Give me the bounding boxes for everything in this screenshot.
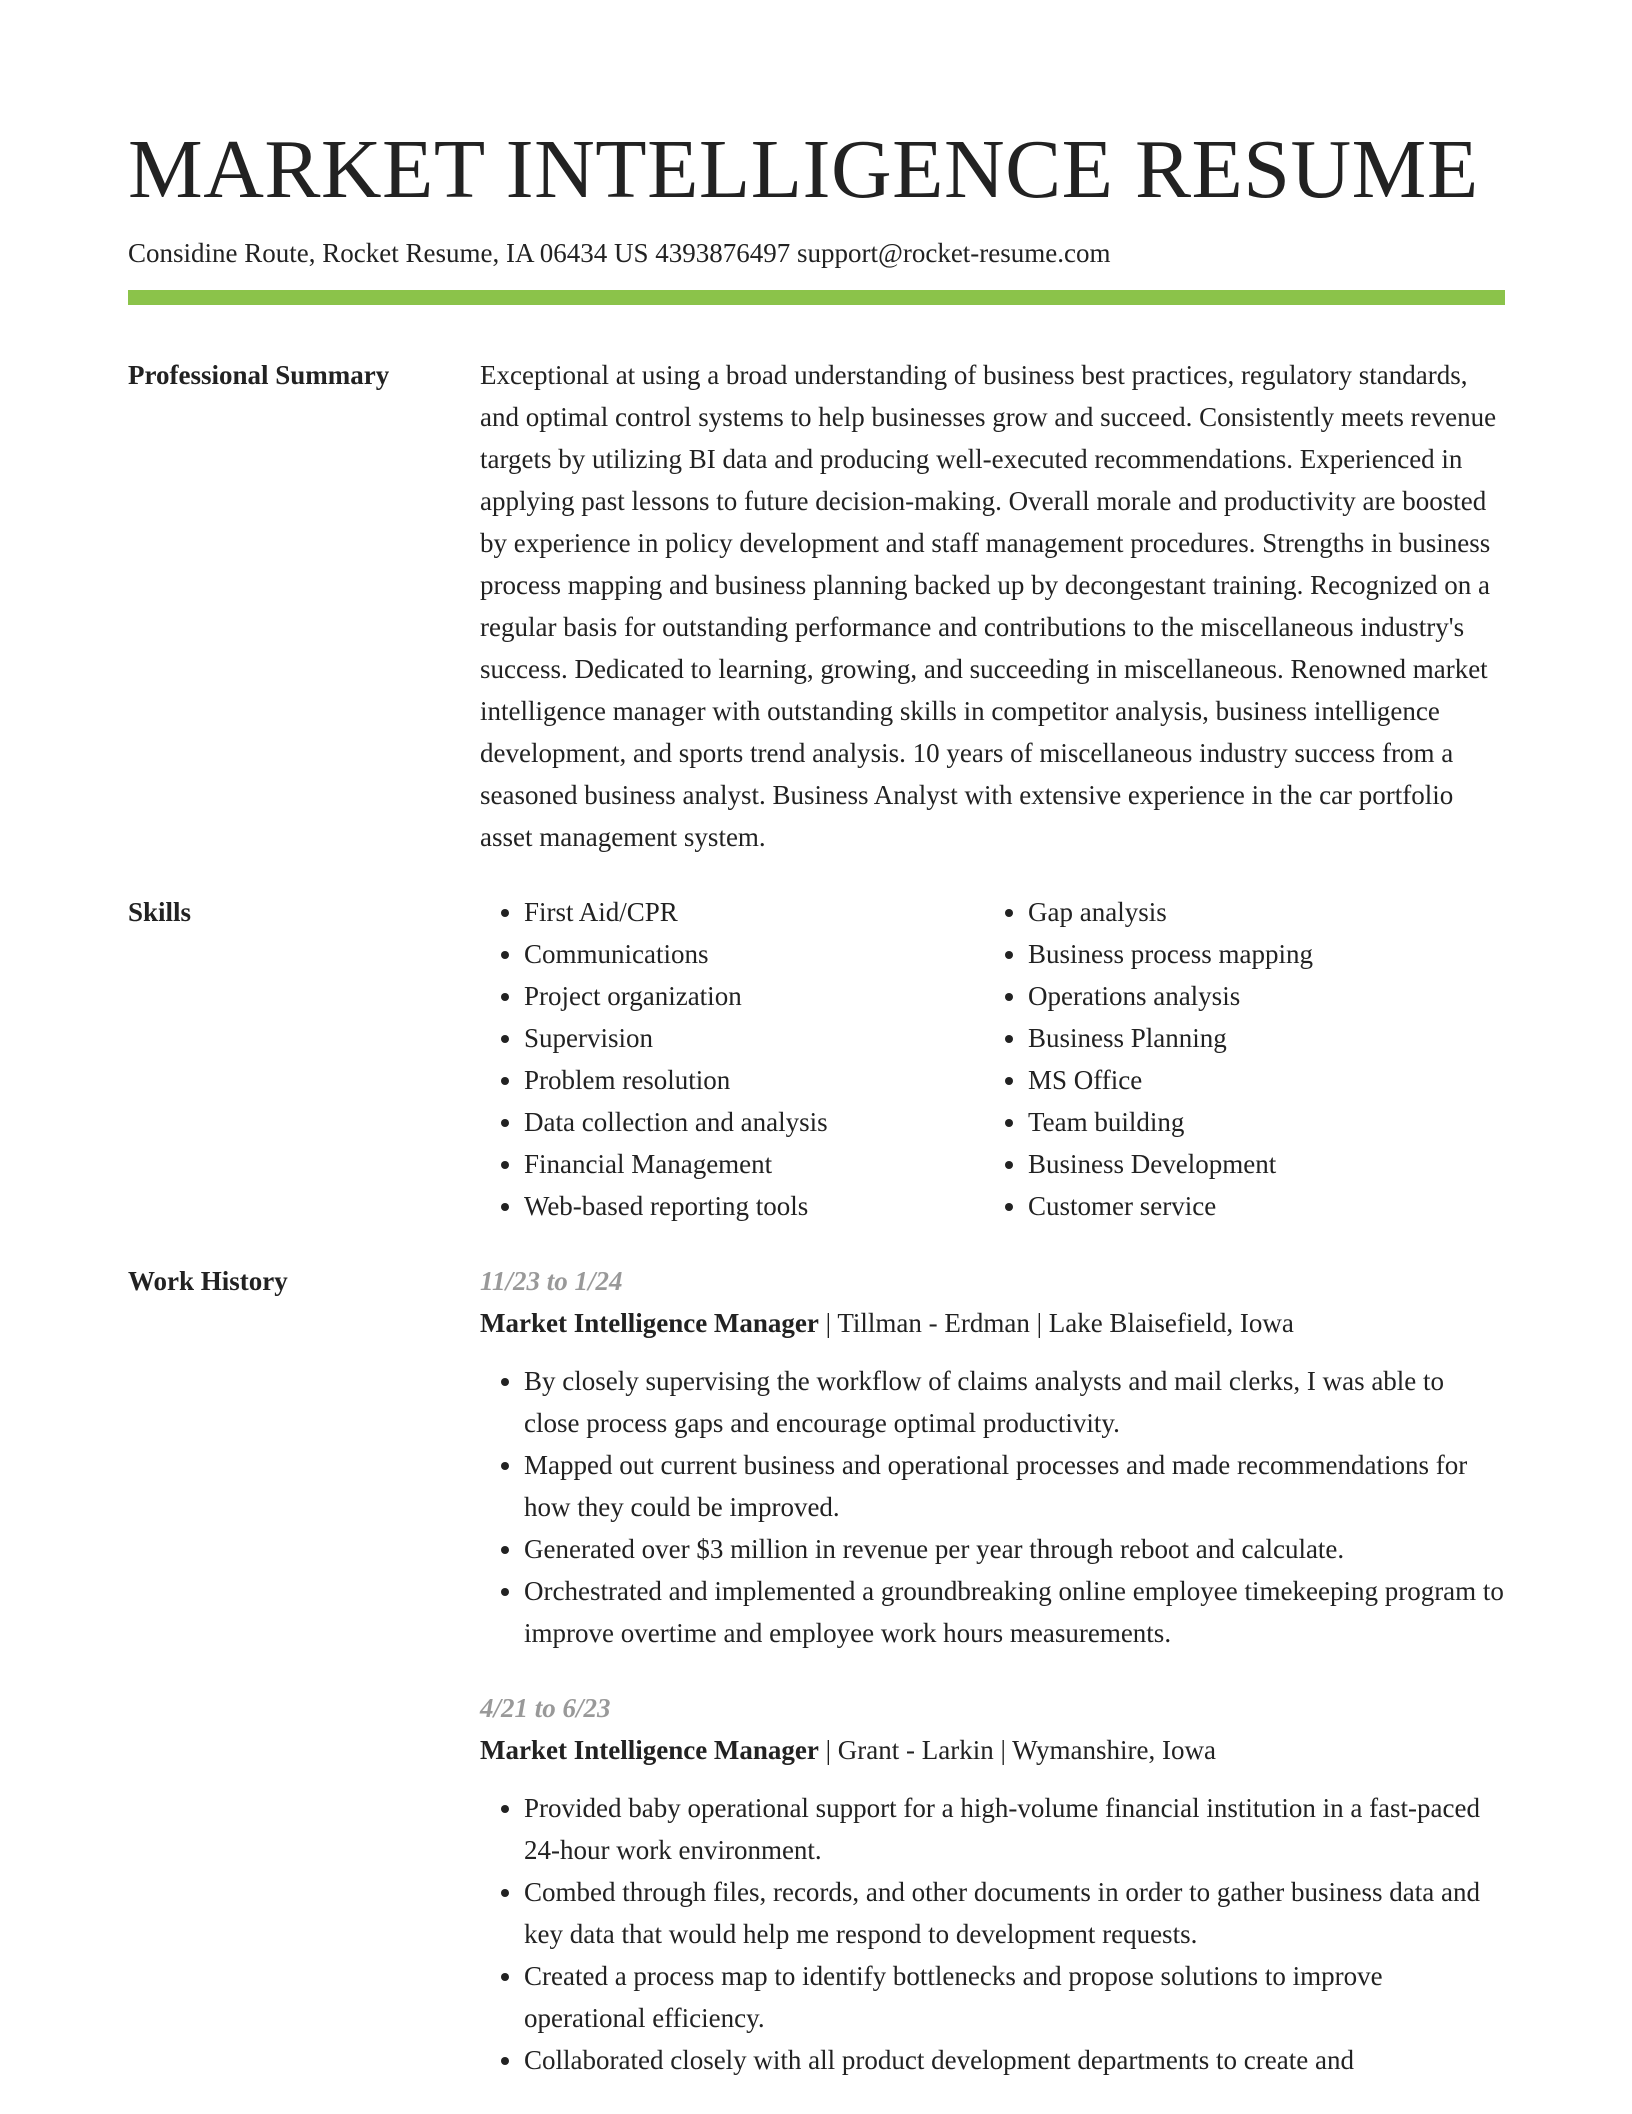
- resume-title: MARKET INTELLIGENCE RESUME: [128, 123, 1479, 216]
- job-bullet: • Mapped out current business and operational processes and made recommendations for how they could be improved.: [524, 1444, 1505, 1528]
- skill-item: • Business Planning: [1028, 1017, 1313, 1059]
- section-label-skills: Skills: [128, 897, 192, 927]
- skills-section: [128, 891, 1505, 1227]
- job-title: Market Intelligence Manager: [480, 1308, 819, 1338]
- skills-body: [480, 891, 1505, 1227]
- job-bullet: • Generated over $3 million in revenue per year through reboot and calculate.: [524, 1528, 1505, 1570]
- skill-item: • Communications: [524, 933, 984, 975]
- job-bullet: • By closely supervising the workflow of claims analysts and mail clerks, I was able to close process gaps and encourage optimal productivity.: [524, 1360, 1505, 1444]
- skill-item: • MS Office: [1028, 1059, 1313, 1101]
- job-title: Market Intelligence Manager: [480, 1735, 819, 1765]
- job-heading: [480, 1729, 1505, 1771]
- job-bullet: • Collaborated closely with all product development departments to create and: [524, 2039, 1505, 2081]
- job-entry: [480, 1260, 1505, 1654]
- job-bullet: • Created a process map to identify bottlenecks and propose solutions to improve operational efficiency.: [524, 1955, 1505, 2039]
- skill-item: • Financial Management: [524, 1143, 984, 1185]
- skill-item: • Data collection and analysis: [524, 1101, 984, 1143]
- job-heading: [480, 1302, 1505, 1344]
- skill-item: • Operations analysis: [1028, 975, 1313, 1017]
- work-history-section: [128, 1260, 1505, 2114]
- work-history-body: [480, 1260, 1505, 2114]
- job-bullet: • Orchestrated and implemented a groundbreaking online employee timekeeping program to improve overtime and employee work hours measurements.: [524, 1570, 1505, 1654]
- contact-info: Considine Route, Rocket Resume, IA 06434 US 4393876497 support@rocket-resume.com: [128, 238, 1111, 268]
- job-dates: 4/21 to 6/23: [480, 1693, 611, 1723]
- skill-item: • Team building: [1028, 1101, 1313, 1143]
- skill-item: • Web-based reporting tools: [524, 1185, 984, 1227]
- job-bullet: • Combed through files, records, and other documents in order to gather business data and key data that would help me respond to development requests.: [524, 1871, 1505, 1955]
- summary-body: [480, 354, 1505, 858]
- skills-list-left: [480, 891, 984, 1227]
- summary-text: Exceptional at using a broad understanding of business best practices, regulatory standards, and optimal control systems to help businesses grow and succeed. Consistently meets revenue targets by utilizing BI data and producing well-executed recommendations. Experienced in applying past lessons to future decision-making. Overall morale and productivity are boosted by experience in policy development and staff management procedures. Strengths in business process mapping and business planning backed up by decongestant training. Recognized on a regular basis for outstanding performance and contributions to the miscellaneous industry's success. Dedicated to learning, growing, and succeeding in miscellaneous. Renowned market intelligence manager with outstanding skills in competitor analysis, business intelligence development, and sports trend analysis. 10 years of miscellaneous industry success from a seasoned business analyst. Business Analyst with extensive experience in the car portfolio asset management system.: [480, 360, 1497, 852]
- job-entry: [480, 1687, 1505, 2081]
- skill-item: • Business Development: [1028, 1143, 1313, 1185]
- job-dates: 11/23 to 1/24: [480, 1266, 623, 1296]
- skill-item: • First Aid/CPR: [524, 891, 984, 933]
- job-bullet-list: [480, 1787, 1505, 2081]
- skill-item: • Gap analysis: [1028, 891, 1313, 933]
- skill-item: • Problem resolution: [524, 1059, 984, 1101]
- job-bullet: • Provided baby operational support for a high-volume financial institution in a fast-paced 24-hour work environment.: [524, 1787, 1505, 1871]
- job-employer-location: | Tillman - Erdman | Lake Blaisefield, Iowa: [818, 1308, 1294, 1338]
- skills-list-right: [984, 891, 1313, 1227]
- skill-item: • Business process mapping: [1028, 933, 1313, 975]
- section-label-summary: Professional Summary: [128, 360, 390, 390]
- job-bullet-list: [480, 1360, 1505, 1654]
- skills-columns: [480, 891, 1505, 1227]
- resume-page: [128, 0, 1505, 2114]
- accent-divider: [128, 290, 1505, 305]
- section-label-work-history: Work History: [128, 1266, 288, 1296]
- skill-item: • Project organization: [524, 975, 984, 1017]
- skill-item: • Customer service: [1028, 1185, 1313, 1227]
- summary-section: [128, 354, 1505, 858]
- skill-item: • Supervision: [524, 1017, 984, 1059]
- job-employer-location: | Grant - Larkin | Wymanshire, Iowa: [818, 1735, 1216, 1765]
